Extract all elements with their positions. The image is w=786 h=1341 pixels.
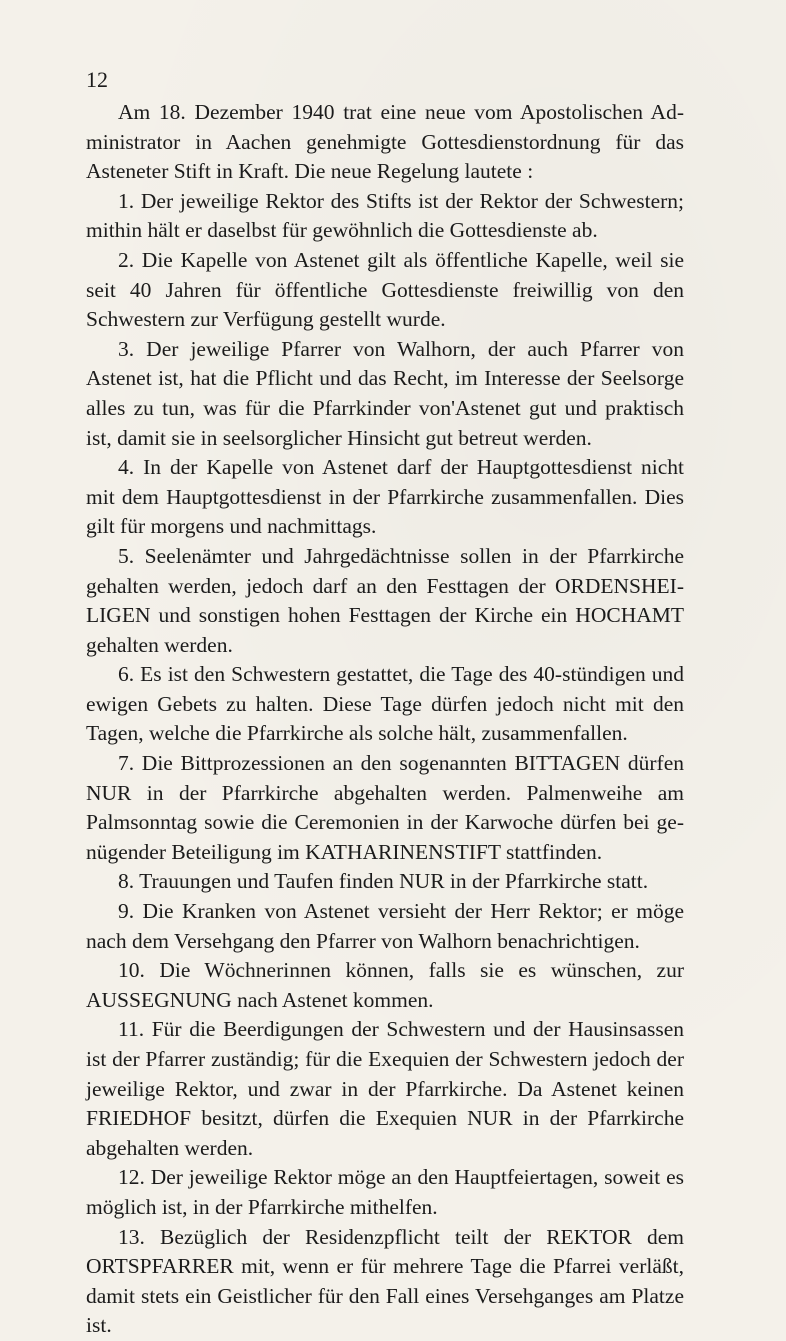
paragraph-item-9: 9. Die Kranken von Astenet versieht der Herr Rektor; er möge nach dem Versehgang den Pfarrer von Walhorn benachrichtigen.: [86, 899, 684, 953]
paragraph-intro: Am 18. Dezember 1940 trat eine neue vom Apostolischen Administrator in Aachen genehmigte Gottesdienstordnung für das Asteneter Stift in Kraft. Die neue Regelung lautete :: [86, 100, 684, 184]
paragraph-item-4: 4. In der Kapelle von Astenet darf der Hauptgottesdienst nicht mit dem Hauptgottesdienst in der Pfarrkirche zusammenfallen. Dies gilt für morgens und nachmittags.: [86, 455, 684, 539]
paragraph-item-1: 1. Der jeweilige Rektor des Stifts ist der Rektor der Schwestern; mithin hält er daselbst für gewöhnlich die Gottesdienste ab.: [86, 188, 684, 243]
paragraph-item-6: 6. Es ist den Schwestern gestattet, die Tage des 40-stündigen und ewigen Gebets zu halten. Diese Tage dürfen jedoch nicht mit den Tagen, welche die Pfarrkirche als solche hält, zusammenfallen.: [86, 662, 684, 746]
paragraph-item-13: 13. Bezüglich der Residenzpflicht teilt der REKTOR dem ORTSPFARRER mit, wenn er für mehrere Tage die Pfarrei verläßt, damit stets ein Geistlicher für den Fall eines Versehganges am Platze ist.: [86, 1224, 684, 1338]
paragraph-item-5: 5. Seelenämter und Jahrgedächtnisse sollen in der Pfarrkirche gehalten werden, jedoch darf an den Festtagen der ORDENSHEILIGEN und sonstigen hohen Festtagen der Kirche ein HOCHAMT gehalten werden.: [86, 543, 684, 657]
paragraph-item-7: 7. Die Bittprozessionen an den sogenannten BITTAGEN dürfen NUR in der Pfarrkirche abgehalten werden. Palmenweihe am Palmsonntag sowie die Ceremonien in der Karwoche dürfen bei genügender Beteiligung im KATHARINENSTIFT stattfinden.: [86, 751, 684, 864]
paragraph-item-12: 12. Der jeweilige Rektor möge an den Hauptfeiertagen, soweit es möglich ist, in der Pfarrkirche mithelfen.: [86, 1165, 684, 1219]
paragraph-item-11: 11. Für die Beerdigungen der Schwestern und der Hausinsassen ist der Pfarrer zuständig; für die Exequien der Schwestern jedoch der jeweilige Rektor, und zwar in der Pfarrkirche. Da Astenet keinen FRIEDHOF besitzt, dürfen die Exequien NUR in der Pfarrkirche abgehalten werden.: [86, 1017, 684, 1160]
text-body: [86, 98, 684, 1341]
paragraph-item-10: 10. Die Wöchnerinnen können, falls sie es wünschen, zur AUSSEGNUNG nach Astenet kommen.: [86, 958, 684, 1012]
paragraph-item-2: 2. Die Kapelle von Astenet gilt als öffentliche Kapelle, weil sie seit 40 Jahren für öffentliche Gottesdienste freiwillig von den Schwestern zur Verfügung gestellt wurde.: [86, 247, 684, 332]
paragraph-item-8: 8. Trauungen und Taufen finden NUR in der Pfarrkirche statt.: [118, 869, 649, 894]
paragraph-item-3: 3. Der jeweilige Pfarrer von Walhorn, der auch Pfarrer von Astenet ist, hat die Pflicht und das Recht, im Interesse der Seelsorge alles zu tun, was für die Pfarrkinder von'Astenet gut und praktisch ist, damit sie in seelsorglicher Hinsicht gut betreut werden.: [86, 336, 684, 450]
page-number: 12: [86, 67, 108, 92]
